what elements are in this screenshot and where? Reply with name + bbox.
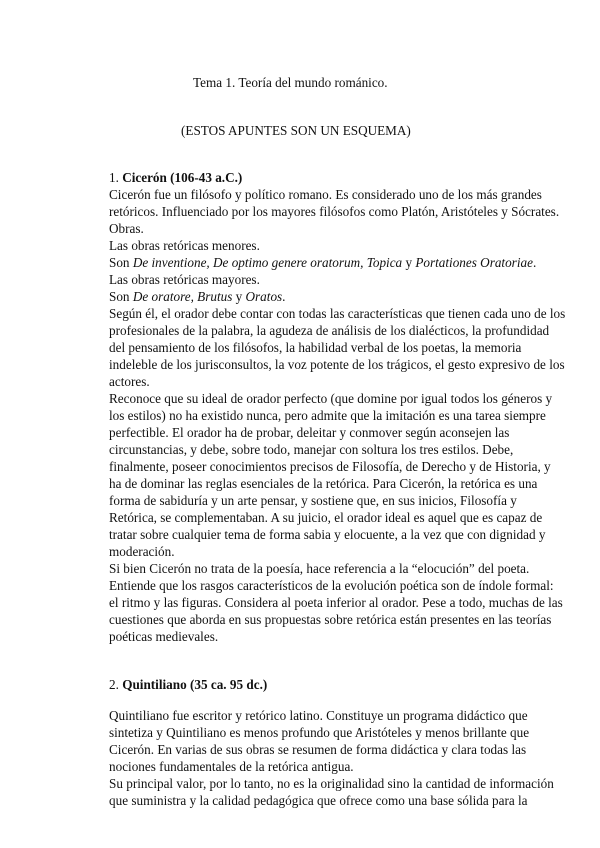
paragraph-line: moderación. — [109, 544, 175, 559]
works-separator: y — [402, 255, 416, 270]
document-title: Tema 1. Teoría del mundo románico. — [193, 75, 388, 90]
paragraph-line: sintetiza y Quintiliano es menos profundo que Aristóteles y menos brillante que — [109, 725, 530, 740]
paragraph-line: que suministra y la calidad pedagógica que ofrece como una base sólida para la — [109, 793, 528, 808]
works-prefix: Son — [109, 289, 133, 304]
paragraph-line: profesionales de la palabra, la agudeza de análisis de los dialécticos, la profundidad — [109, 323, 550, 338]
paragraph-line: el ritmo y las figuras. Considera al poeta inferior al orador. Pese a todo, muchas de las — [109, 595, 563, 610]
paragraph-line: Cicerón fue un filósofo y político romano. Es considerado uno de los más grandes — [109, 187, 542, 202]
section-heading-ciceron — [109, 169, 242, 186]
major-works-line — [109, 288, 285, 305]
work-title: De oratore, Brutus — [132, 289, 233, 304]
section-heading-text: Quintiliano (35 ca. 95 dc.) — [122, 677, 268, 692]
paragraph-line: retóricos. Influenciado por los mayores filósofos como Platón, Aristóteles y Sócrates. — [109, 204, 560, 219]
works-prefix: Son — [109, 255, 133, 270]
paragraph-line: Obras. — [109, 221, 144, 236]
section-heading-quintiliano — [109, 676, 267, 693]
works-separator: y — [232, 289, 246, 304]
paragraph-line: Entiende que los rasgos característicos de la evolución poética son de índole formal: — [109, 578, 554, 593]
work-title: De inventione, De optimo genere oratorum, Topica — [132, 255, 403, 270]
paragraph-line: Retórica, se complementaban. A su juicio, el orador ideal es aquel que es capaz de — [109, 510, 543, 525]
paragraph-line: poéticas medievales. — [109, 629, 219, 644]
paragraph-line: Reconoce que su ideal de orador perfecto (que domine por igual todos los géneros y — [109, 391, 553, 406]
document-subtitle: (ESTOS APUNTES SON UN ESQUEMA) — [181, 123, 411, 138]
works-suffix: . — [282, 289, 286, 304]
paragraph-line: perfectible. El orador ha de probar, deleitar y conmover según aconsejen las — [109, 425, 510, 440]
works-suffix: . — [532, 255, 537, 270]
paragraph-line: circunstancias, y debe, sobre todo, manejar con soltura los tres estilos. Debe, — [109, 442, 514, 457]
work-title: Portationes Oratoriae — [415, 255, 533, 270]
work-title: Oratos — [245, 289, 283, 304]
paragraph-line: actores. — [109, 374, 150, 389]
paragraph-line: Si bien Cicerón no trata de la poesía, hace referencia a la “elocución” del poeta. — [109, 561, 530, 576]
paragraph-line: cuestiones que aborda en sus propuestas sobre retórica están presentes en las teorías — [109, 612, 552, 627]
minor-works-line — [109, 254, 536, 271]
section-number: 1. — [109, 170, 123, 185]
paragraph-line: indeleble de los jurisconsultos, la voz potente de los trágicos, el gesto expresivo de los — [109, 357, 565, 372]
paragraph-line: Cicerón. En varias de sus obras se resumen de forma didáctica y clara todas las — [109, 742, 527, 757]
paragraph-line: del pensamiento de los filósofos, la habilidad verbal de los poetas, la memoria — [109, 340, 522, 355]
paragraph-line: tratar sobre cualquier tema de forma sabia y elocuente, a la vez que con dignidad y — [109, 527, 546, 542]
paragraph-line: ha de dominar las reglas esenciales de la retórica. Para Cicerón, la retórica es una — [109, 476, 538, 491]
paragraph-line: finalmente, poseer conocimientos precisos de Filosofía, de Derecho y de Historia, y — [109, 459, 551, 474]
paragraph-line: forma de sabiduría y un arte pensar, y sostiene que, en sus inicios, Filosofía y — [109, 493, 517, 508]
section-heading-text: Cicerón (106-43 a.C.) — [122, 170, 243, 185]
paragraph-line: nociones fundamentales de la retórica antigua. — [109, 759, 354, 774]
paragraph-line: Las obras retóricas menores. — [109, 238, 260, 253]
paragraph-line: Según él, el orador debe contar con todas las características que tienen cada uno de los — [109, 306, 566, 321]
paragraph-line: los estilos) no ha existido nunca, pero admite que la imitación es una tarea siempre — [109, 408, 546, 423]
paragraph-line: Su principal valor, por lo tanto, no es la originalidad sino la cantidad de información — [109, 776, 554, 791]
paragraph-line: Las obras retóricas mayores. — [109, 272, 260, 287]
section-number: 2. — [109, 677, 123, 692]
paragraph-line: Quintiliano fue escritor y retórico latino. Constituye un programa didáctico que — [109, 708, 528, 723]
